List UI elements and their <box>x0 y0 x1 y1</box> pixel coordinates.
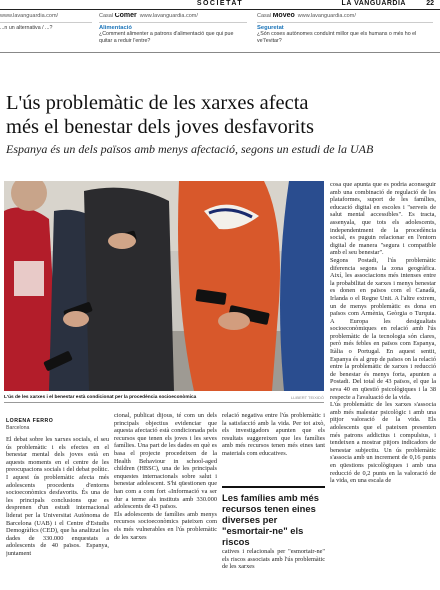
byline: LORENA FERRO <box>6 418 54 424</box>
teaser-kicker: Seguretat <box>257 24 284 31</box>
page-header <box>0 0 440 10</box>
teaser-2[interactable] <box>99 13 247 51</box>
article-subhead: Espanya és un dels països amb menys afectació, segons un estudi de la UAB <box>6 142 374 156</box>
newspaper-name: LA VANGUARDIA <box>341 0 406 7</box>
article-column-4: cosa que apunta que es podria aconseguir amb una combinació de regulació de les plataformes, suport de les famílies, educació digital en escoles i "serveis de salut mental accessibles". Es tracta, assenyala, que tots els adolescents, independentment de la procedència social, es puguin relacionar en l'entorn digital de manera "segura i compatible amb el seu benestar". Segons Postadi, l'ús problemàtic diferencia segons la zona geogràfica. Així, les associacions més intenses entre la probabilitat de xarxes i menys benestar es donen en països com el Canadà, Irlanda o el Regne Unit. A l'altre extrem, un de menys problemàtic es dona en països com Armènia, Geòrgia o Turquia. A Europa les desigualtats socioeconòmiques en relació amb l'ús problemàtic de la tecnologia són clares, però més febles en països com Espanya, Itàlia o Portugal. En aquest sentit, Espanya és al grup de països on la relació entre la problemàtic de xarxes i reducció de benestar és menys forta, apunten a Postadi. Del total de 43 països, el que la seva 40 en qüestió psicològiques i la 38 respecte a l'avaluació de la vida. L'ús problemàtic de les xarxes s'associa amb més malestar psicològic i amb una pitjor valoració de la vida. Els adolescents que el pateixen presenten més patrons addictius i compulsius, i tendeixen a mostrar pitjors indicadors de benestar subjectiu. Un ús problemàtic s'associa amb un increment de 0,16 punts en qüestions psicològiques i amb una reducció de 0,2 punts en la valoració de la vida, en una escala de <box>330 181 436 485</box>
photo-caption: L'ús de les xarxes i el benestar està condicionat per la procedència socioeconòmica LLIBERT TEIXIDÓ <box>4 395 324 403</box>
teaser-text: ...n un alternativa / ...? <box>0 24 53 31</box>
teaser-header: Casal Comer www.lavanguardia.com/ <box>99 13 247 23</box>
page-number: 22 <box>426 0 434 7</box>
article-column-3: relació negativa entre l'ús problemàtic i la satisfacció amb la vida. Per tot això, els investigadors apunten que els resultats suggereixen que les famílies amb més recursos tenen més eines tant materials com educatives. <box>222 412 325 457</box>
teaser-3[interactable] <box>257 13 433 51</box>
teaser-kicker: Alimentació <box>99 24 132 31</box>
teaser-text: ¿Són coses autònomes conduïnt millor que els humans o més ho el ve'l'evitar? <box>257 31 417 44</box>
teaser-1[interactable] <box>0 13 92 51</box>
photo-credit: LLIBERT TEIXIDÓ <box>290 395 324 400</box>
teaser-strip <box>0 13 440 53</box>
article-photo <box>4 181 324 391</box>
teaser-header: www.lavanguardia.com/ <box>0 13 92 23</box>
article-column-2: cional, publicat dijous, té com un dels principals objectius evidenciar que aquesta afectació està condicionada pels recursos que tenen els joves i les seves famílies. Una part de les dades en què es basa el projecte procedeixen de la Health Behaviour in school-aged children (HBSC), una de les principals enquestes internacionals sobre salut i benestar adolescent. S'hi qüestionen que han com a com fort «Informació va ser dur a terme als instituts amb 330.000 adolescents de 43 països. Els adolescents de famílies amb menys recursos socioeconòmics pateixen com els més vulnerables en l'ús problemàtic de les xarxes <box>114 412 217 541</box>
teaser-header: Casal Moveo www.lavanguardia.com/ <box>257 13 433 23</box>
pull-quote: Les famílies amb més recursos tenen eines diverses per "esmortair-ne" els riscos <box>222 486 325 547</box>
teaser-text: ¿Comment alimenter a patrons d'alimentació que qui pue quitar a reduir l'entre? <box>99 31 234 44</box>
dateline-city: Barcelona <box>6 425 30 431</box>
article-headline: L'ús problemàtic de les xarxes afecta més el benestar dels joves desfavorits <box>6 92 314 138</box>
teens-with-phones-image <box>4 181 324 391</box>
article-column-3b: catives i relacionals per "esmortair-ne" els riscos associats amb l'ús problemàtic de les xarxes <box>222 548 325 571</box>
article-column-1: El debat sobre les xarxes socials, el seu ús problemàtic i els efectes en el benestar mental dels joves està en aquests moments en el centre de les preocupacions socials i del debat polític. I aquest ús problemàtic afecta més adolescents procedents d'entorns socioeconòmics desfavorits. És una de les principals conclusions que es desprenen d'un estudi internacional liderat per la Universitat Autònoma de Barcelona (UAB) i el Centre d'Estudis Demogràfics (CED), que ha analitzat les dades de 330.000 enquestats a adolescents de 40 països. Espanya, juntament <box>6 436 109 557</box>
section-label: SOCIETAT <box>196 0 244 7</box>
